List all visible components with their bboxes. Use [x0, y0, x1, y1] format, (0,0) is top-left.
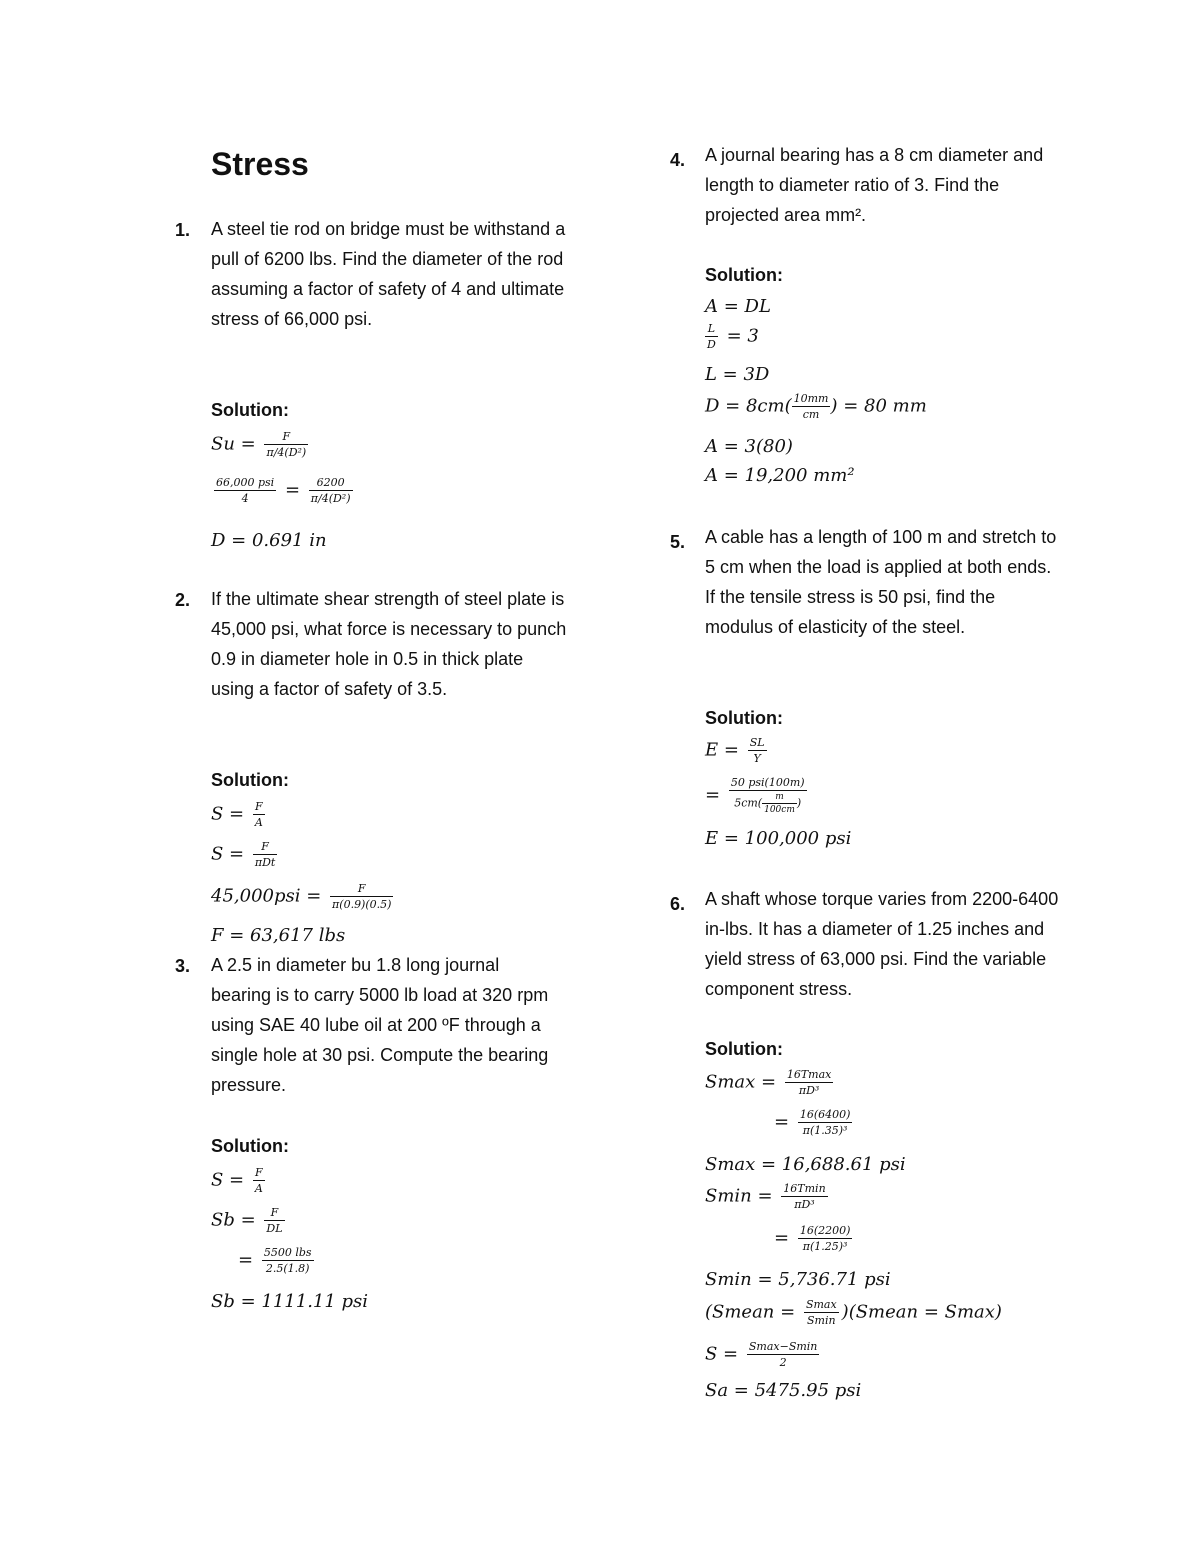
- solution-label: Solution:: [211, 400, 289, 420]
- equation: E = $\frac{SL}{Y}$: [705, 736, 765, 765]
- solution-label: Solution:: [211, 1136, 289, 1156]
- problem-number: 1.: [175, 220, 191, 240]
- equation-result: Smin = 5,736.71 psi: [705, 1269, 891, 1290]
- equation: S = $\frac{Smax-Smin}{2}$: [705, 1340, 818, 1369]
- problem-number: 4.: [670, 150, 686, 170]
- equation: $\frac{L}{D}$ = 3: [707, 322, 759, 351]
- equation-result: A = 19,200 mm²: [705, 465, 855, 486]
- problem-number: 3.: [175, 956, 191, 976]
- equation: 45,000psi = $\frac{F}{\pi(0.9)(0.5)}$: [211, 882, 392, 911]
- equation: S = $\frac{F}{\text{πDt}}$: [211, 840, 276, 869]
- equation-result: Sa = 5475.95 psi: [705, 1380, 862, 1401]
- problem-text: A journal bearing has a 8 cm diameter and length to diameter ratio of 3. Find the projected area mm².: [705, 145, 1044, 225]
- equation: = $\frac{16(6400)}{\text{π(1.35)³}}$: [774, 1108, 851, 1137]
- equation: Smin = $\frac{16Tmin}{\text{πD³}}$: [705, 1182, 826, 1211]
- equation-result: E = 100,000 psi: [705, 828, 852, 849]
- equation: Sb = $\frac{F}{DL}$: [211, 1206, 283, 1235]
- equation: L = 3D: [705, 364, 770, 385]
- solution-label: Solution:: [705, 708, 783, 728]
- problem-text: A 2.5 in diameter bu 1.8 long journal bearing is to carry 5000 lb load at 320 rpm using SAE 40 lube oil at 200 ºF through a single hole at 30 psi. Compute the bearing pressure.: [211, 955, 549, 1095]
- solution-label: Solution:: [211, 770, 289, 790]
- problem-text: If the ultimate shear strength of steel plate is 45,000 psi, what force is necessary to punch 0.9 in diameter hole in 0.5 in thick plate using a factor of safety of 3.5.: [211, 589, 567, 699]
- problem-number: 5.: [670, 532, 686, 552]
- equation: S = $\frac{F}{A}$: [211, 800, 263, 829]
- equation: = 50 psi(100m) 5cm( $\frac{m}{100cm}$ ): [705, 776, 805, 815]
- equation: A = 3(80): [705, 436, 793, 457]
- equation: D = 8cm( $\frac{10mm}{cm}$ ) = 80 mm: [705, 392, 927, 421]
- equation: S = $\frac{F}{A}$: [211, 1166, 263, 1195]
- equation: Su = $\frac{F}{\text{π/4(D²)}}$: [211, 430, 307, 459]
- problem-text: A cable has a length of 100 m and stretch to 5 cm when the load is applied at both ends. If the tensile stress is 50 psi, find the modulus of elasticity of the steel.: [705, 527, 1057, 637]
- equation-result: Smax = 16,688.61 psi: [705, 1154, 906, 1175]
- problem-number: 6.: [670, 894, 686, 914]
- page-title: Stress: [211, 146, 309, 182]
- solution-label: Solution:: [705, 265, 783, 285]
- equation: (Smean = $\frac{Smax}{Smin}$ )(Smean = Smax): [705, 1298, 1002, 1327]
- equation: = $\frac{\text{5500 lbs}}{2.5(1.8)}$: [238, 1246, 312, 1275]
- equation: = $\frac{16(2200)}{\text{π(1.25)³}}$: [774, 1224, 851, 1253]
- equation: Smax = $\frac{16Tmax}{\text{πD³}}$: [705, 1068, 832, 1097]
- equation: A = DL: [705, 296, 771, 317]
- problem-text: A shaft whose torque varies from 2200-6400 in-lbs. It has a diameter of 1.25 inches and yield stress of 63,000 psi. Find the variable component stress.: [705, 889, 1059, 999]
- solution-label: Solution:: [705, 1039, 783, 1059]
- equation-result: D = 0.691 in: [211, 530, 327, 551]
- equation: $\frac{\text{66,000 psi}}{4}$ = $\frac{6200}{\text{π/4(D²)}}$: [216, 476, 351, 505]
- equation-result: Sb = 1111.11 psi: [211, 1291, 369, 1312]
- equation-result: F = 63,617 lbs: [211, 925, 346, 946]
- problem-number: 2.: [175, 590, 191, 610]
- problem-text: A steel tie rod on bridge must be withstand a pull of 6200 lbs. Find the diameter of the rod assuming a factor of safety of 4 and ultimate stress of 66,000 psi.: [211, 219, 566, 329]
